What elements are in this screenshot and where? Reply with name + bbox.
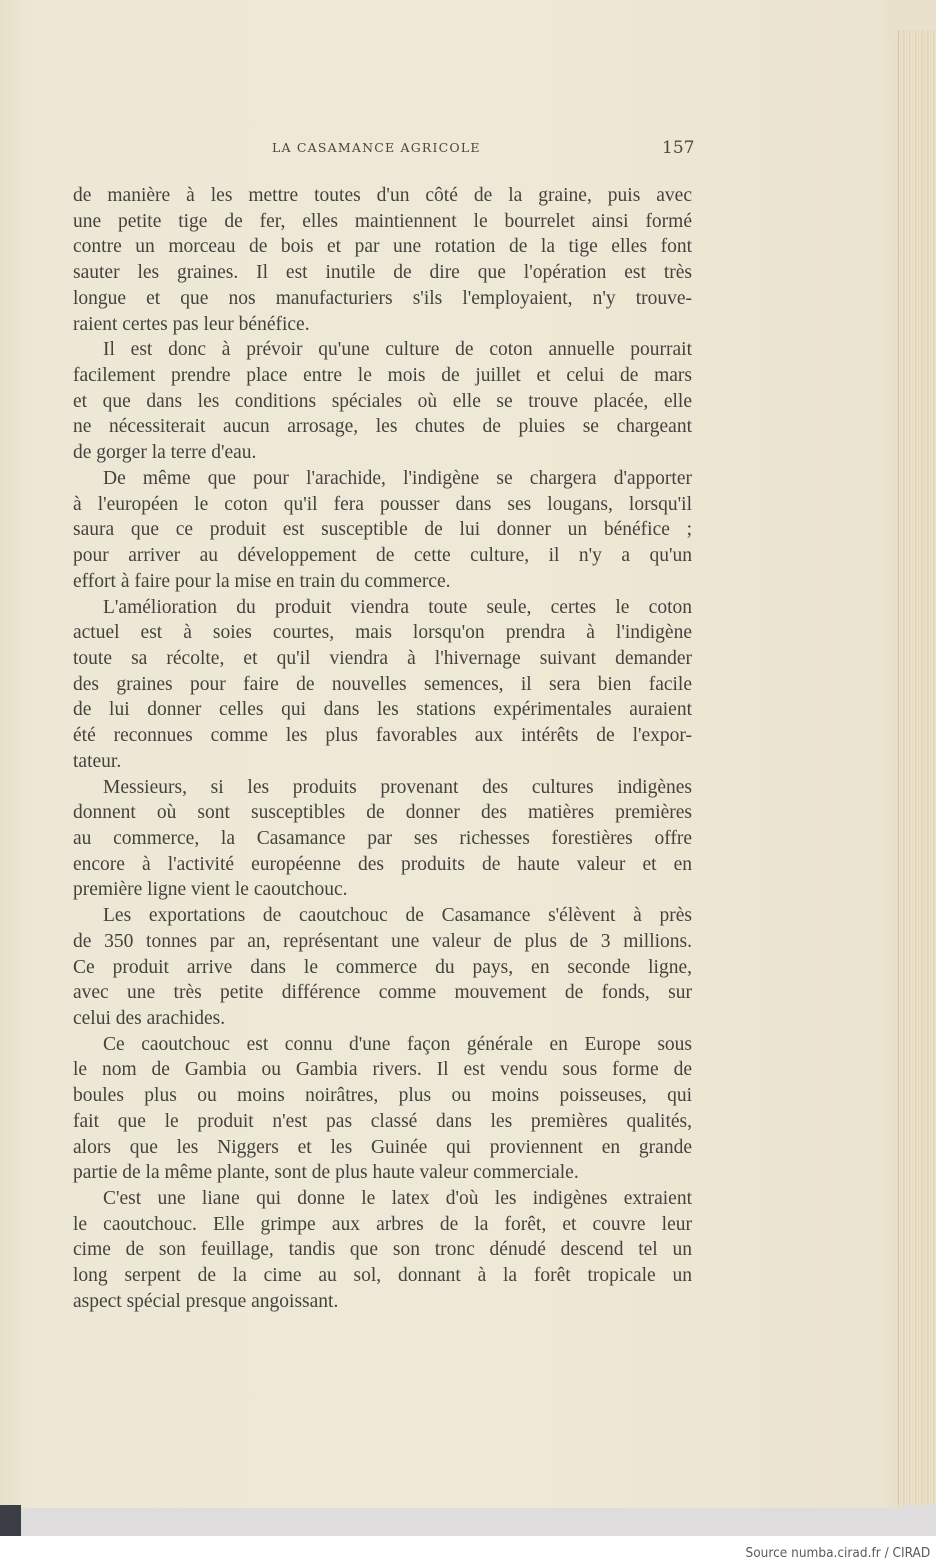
book-page-edges	[898, 30, 936, 1505]
text-line: celui des arachides.	[73, 1008, 226, 1029]
text-line: Il est donc à prévoir qu'une culture de coton annuelle pourrait	[103, 339, 692, 361]
text-line: ne nécessiterait aucun arrosage, les chutes de pluies se chargeant	[73, 416, 692, 438]
text-line: boules plus ou moins noirâtres, plus ou moins poisseuses, qui	[73, 1085, 692, 1107]
text-line: saura que ce produit est susceptible de lui donner un bénéfice ;	[73, 519, 692, 541]
text-line: Ce produit arrive dans le commerce du pays, en seconde ligne,	[73, 956, 692, 978]
text-line: et que dans les conditions spéciales où elle se trouve placée, elle	[73, 390, 692, 412]
text-line: raient certes pas leur bénéfice.	[73, 313, 310, 335]
text-line: une petite tige de fer, elles maintiennent le bourrelet ainsi formé	[73, 210, 692, 232]
text-line: C'est une liane qui donne le latex d'où les indigènes extraient	[103, 1188, 692, 1210]
text-line: avec une très petite différence comme mouvement de fonds, sur	[73, 982, 692, 1004]
text-line: long serpent de la cime au sol, donnant à la forêt tropicale un	[73, 1265, 692, 1287]
text-line: été reconnues comme les plus favorables aux intérêts de l'expor-	[73, 725, 692, 747]
text-line: le caoutchouc. Elle grimpe aux arbres de la forêt, et couvre leur	[73, 1213, 692, 1235]
text-line: de gorger la terre d'eau.	[73, 442, 257, 464]
text-line: Ce caoutchouc est connu d'une façon générale en Europe sous	[103, 1033, 692, 1055]
text-line: actuel est à soies courtes, mais lorsqu'on prendra à l'indigène	[73, 622, 692, 644]
text-line: première ligne vient le caoutchouc.	[73, 879, 348, 901]
text-line: cime de son feuillage, tandis que son tronc dénudé descend tel un	[73, 1239, 692, 1261]
text-line: à l'européen le coton qu'il fera pousser dans ses lougans, lorsqu'il	[73, 493, 692, 515]
scan-border	[0, 1505, 21, 1536]
text-line: aspect spécial presque angoissant.	[73, 1290, 339, 1312]
text-line: au commerce, la Casamance par ses richesses forestières offre	[73, 827, 692, 849]
text-line: encore à l'activité européenne des produits de haute valeur et en	[73, 853, 692, 875]
text-line: donnent où sont susceptibles de donner des matières premières	[73, 802, 692, 824]
text-line: de lui donner celles qui dans les stations expérimentales auraient	[73, 699, 692, 721]
text-line: de 350 tonnes par an, représentant une valeur de plus de 3 millions.	[73, 930, 692, 952]
text-line: L'amélioration du produit viendra toute seule, certes le coton	[103, 596, 692, 618]
text-line: Les exportations de caoutchouc de Casamance s'élèvent à près	[103, 905, 692, 927]
text-line: de manière à les mettre toutes d'un côté de la graine, puis avec	[73, 185, 692, 206]
text-line: effort à faire pour la mise en train du commerce.	[73, 570, 451, 592]
source-credit: Source numba.cirad.fr / CIRAD	[745, 1545, 930, 1561]
text-line: pour arriver au développement de cette culture, il n'y a qu'un	[73, 545, 692, 567]
text-line: tateur.	[73, 750, 122, 772]
text-line: partie de la même plante, sont de plus haute valeur commerciale.	[73, 1162, 579, 1184]
text-line: De même que pour l'arachide, l'indigène se chargera d'apporter	[103, 467, 692, 489]
text-line: longue et que nos manufacturiers s'ils l'employaient, n'y trouve-	[73, 287, 692, 309]
text-line: alors que les Niggers et les Guinée qui proviennent en grande	[73, 1136, 692, 1158]
page-number: 157	[662, 138, 695, 158]
text-line: toute sa récolte, et qu'il viendra à l'hivernage suivant demander	[73, 647, 692, 669]
text-line: sauter les graines. Il est inutile de dire que l'opération est très	[73, 262, 692, 284]
running-title: LA CASAMANCE AGRICOLE	[272, 140, 481, 155]
text-line: des graines pour faire de nouvelles semences, il sera bien facile	[73, 673, 692, 695]
text-line: le nom de Gambia ou Gambia rivers. Il est vendu sous forme de	[73, 1059, 692, 1081]
book-edge-top	[895, 0, 936, 34]
text-line: Messieurs, si les produits provenant des cultures indigènes	[103, 776, 692, 798]
page-body-text	[73, 183, 692, 1315]
text-line: contre un morceau de bois et par une rotation de la tige elles font	[73, 236, 692, 258]
text-line: facilement prendre place entre le mois de juillet et celui de mars	[73, 365, 692, 387]
text-line: fait que le produit n'est pas classé dans les premières qualités,	[73, 1110, 692, 1132]
